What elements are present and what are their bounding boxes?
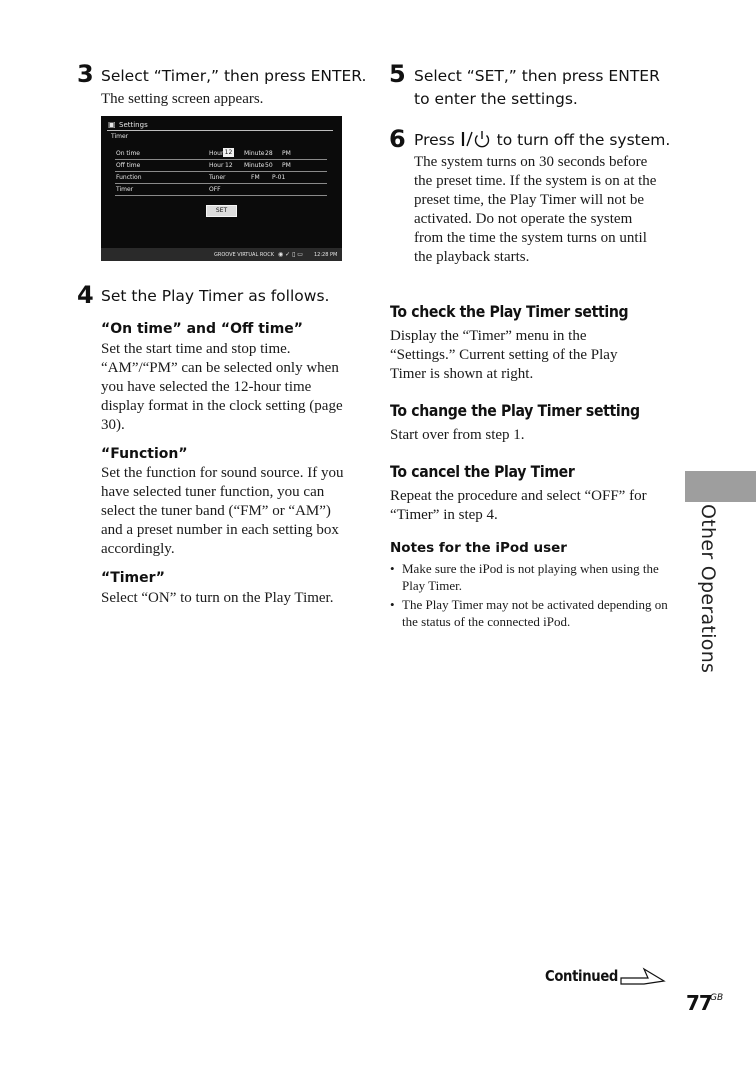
settings-icon: ▣ [108,120,116,129]
side-tab-label [693,504,723,674]
step-3-number: 3 [77,60,94,88]
screen-subtitle: Timer [111,133,129,140]
row-function-preset: P-01 [272,174,286,181]
row-divider [115,159,327,160]
row-off-time-hour-value: 12 [225,162,233,169]
timer-title: “Timer” [101,570,165,586]
timer-body: Select “ON” to turn on the Play Timer. [101,590,334,606]
continued-arrow-icon [620,965,666,992]
row-divider [115,195,327,196]
row-label-function: Function [116,174,142,181]
screen-title: Settings [119,121,148,129]
step-4-heading: Set the Play Timer as follows. [101,287,330,305]
step-3-heading: Select “Timer,” then press ENTER. [101,67,367,85]
row-on-time-hour-field: 12 [224,149,233,156]
notes-item: • The Play Timer may not be activated depending on the status of the connected iPod. [390,596,670,630]
check-timer-body: Display the “Timer” menu in the “Settings.” Current setting of the Play Timer is shown at right. [390,328,618,382]
notes-title: Notes for the iPod user [390,540,567,556]
change-timer-body: Start over from step 1. [390,427,525,443]
step-6-heading-suffix: to turn off the system. [491,131,671,149]
row-label-off-time: Off time [116,162,141,169]
status-time: 12:28 PM [314,252,338,258]
row-off-time-ampm: PM [282,162,291,169]
row-on-time-ampm: PM [282,150,291,157]
step-6-body: The system turns on 30 seconds before the preset time. If the system is on at the preset time, the Play Timer will not be activated. Do not operate the system from the time the system turns on until the playback starts. [414,154,657,265]
step-4-number: 4 [77,281,94,309]
row-timer-value: OFF [209,186,221,193]
step-6-number: 6 [389,125,406,153]
side-tab-marker [685,471,756,502]
on-off-time-title: “On time” and “Off time” [101,321,303,337]
row-label-on-time: On time [116,150,140,157]
row-off-time-hour-label: Hour [209,162,224,169]
row-function-band: FM [251,174,260,181]
step-6-heading [414,129,684,155]
screen-title-rule [107,130,333,131]
settings-screen-illustration [101,116,342,261]
cancel-timer-heading: To cancel the Play Timer [390,462,575,481]
notes-list [390,560,670,632]
screen-set-button: SET [206,205,237,217]
function-title: “Function” [101,446,188,462]
step-3-body: The setting screen appears. [101,91,264,107]
function-body: Set the function for sound source. If you have selected tuner function, you can select the tuner band (“FM” or “AM”) and a preset number in each setting box accordingly. [101,465,344,557]
check-timer-heading: To check the Play Timer setting [390,302,629,321]
power-icon [460,130,492,155]
change-timer-heading: To change the Play Timer setting [390,401,640,420]
status-text: GROOVE VIRTUAL ROCK [214,252,274,258]
row-on-time-hour-label: Hour [209,150,224,157]
row-divider [115,171,327,172]
on-off-time-body: Set the start time and stop time. “AM”/“PM” can be selected only when you have selected the 12-hour time display format in the clock setting (page 30). [101,341,343,433]
row-function-source: Tuner [209,174,226,181]
step-6-heading-prefix: Press [414,131,460,149]
step-5-heading: Select “SET,” then press ENTER to enter the settings. [414,67,660,108]
cancel-timer-body: Repeat the procedure and select “OFF” for “Timer” in step 4. [390,488,647,523]
page-suffix: GB [710,993,724,1003]
notes-item: • Make sure the iPod is not playing when using the Play Timer. [390,560,670,594]
step-5-number: 5 [389,60,406,88]
page-number: 77 [686,991,712,1015]
row-on-time-minute-label: Minute [244,150,265,157]
row-off-time-minute-label: Minute [244,162,265,169]
row-off-time-minute-value: 50 [265,162,273,169]
row-label-timer: Timer [116,186,134,193]
row-on-time-minute-value: 28 [265,150,273,157]
side-tab-label-text: Other Operations [697,504,719,674]
screen-status-bar [101,248,342,261]
continued-label: Continued [545,967,619,985]
status-icons: ◉ ✓ ▯ ▭ [278,251,303,258]
row-divider [115,183,327,184]
